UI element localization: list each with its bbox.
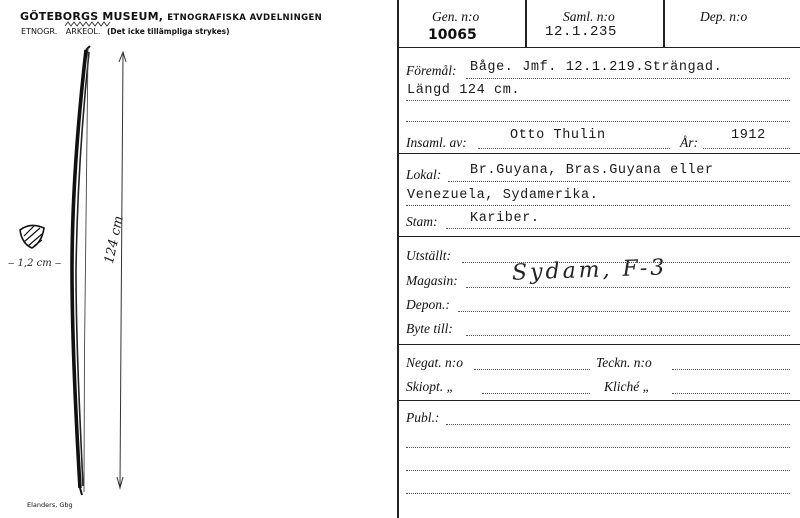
dotline-foremal-1 (466, 78, 790, 79)
rule-byte (398, 344, 800, 345)
length-annotation: 124 cm (102, 214, 127, 266)
museum-name: GÖTEBORGS MUSEUM, (20, 10, 164, 23)
teckn-label: Teckn. n:o (596, 355, 652, 370)
dotline-foremal-3 (406, 121, 790, 122)
magasin-value: Sydam, F-3 (511, 255, 668, 286)
width-annotation: ‒ 1,2 cm ‒ (8, 258, 62, 269)
saml-label: Saml. n:o (563, 9, 615, 24)
dotline-magasin (466, 287, 790, 288)
department-name: ETNOGRAFISKA AVDELNINGEN (167, 13, 323, 23)
ar-value: 1912 (731, 128, 766, 143)
header-divider-1 (525, 0, 527, 47)
dotline-skiopt (482, 393, 590, 394)
lokal-label: Lokal: (406, 167, 442, 182)
dotline-lokal-1 (448, 181, 790, 182)
foremal-value-line2: Längd 124 cm. (407, 83, 521, 98)
dotline-publ-2 (406, 447, 790, 448)
rule-insaml (398, 153, 800, 154)
stam-label: Stam: (406, 214, 438, 229)
dotline-publ-4 (406, 493, 790, 494)
bow-sketch (0, 40, 160, 500)
kliche-label: Kliché „ (604, 379, 651, 394)
printer-mark: Elanders, Gbg (27, 501, 73, 509)
dotline-foremal-2 (406, 100, 790, 101)
dotline-kliche (672, 393, 790, 394)
dotline-stam (446, 228, 790, 229)
dotline-ar (703, 148, 790, 149)
dotline-publ-3 (406, 470, 790, 471)
rule-kliche (398, 400, 800, 401)
dotline-lokal-2 (406, 205, 790, 206)
category-line (21, 27, 230, 36)
rule-stam (398, 236, 800, 237)
arkeol-label: ARKEOL. (66, 27, 103, 36)
ar-label: År: (680, 135, 698, 150)
strike-note: (Det icke tillämpliga strykes) (106, 27, 230, 36)
saml-value: 12.1.235 (545, 24, 618, 40)
publ-label: Publ.: (406, 410, 440, 425)
rule-header (398, 47, 800, 48)
header-divider-2 (663, 0, 665, 47)
dotline-negat (474, 369, 590, 370)
dep-label: Dep. n:o (700, 9, 748, 24)
byte-label: Byte till: (406, 321, 453, 336)
etnogr-label: ETNOGR. (21, 27, 58, 36)
dotline-depon (458, 311, 790, 312)
insaml-label: Insaml. av: (406, 135, 467, 150)
foremal-value-line1: Båge. Jmf. 12.1.219.Strängad. (470, 60, 723, 75)
skiopt-label: Skiopt. „ (406, 379, 455, 394)
dotline-teckn (672, 369, 790, 370)
foremal-label: Föremål: (406, 63, 457, 78)
magasin-label: Magasin: (406, 273, 458, 288)
card-left-border (397, 0, 399, 518)
dotline-insaml (478, 148, 670, 149)
lokal-value-line1: Br.Guyana, Bras.Guyana eller (470, 163, 714, 178)
strikethrough-scribble (64, 20, 112, 30)
dotline-byte (466, 335, 790, 336)
depon-label: Depon.: (406, 297, 450, 312)
stam-value: Kariber. (470, 211, 540, 226)
utstallt-label: Utställt: (406, 248, 452, 263)
negat-label: Negat. n:o (406, 355, 463, 370)
dotline-publ-1 (446, 424, 790, 425)
gen-label: Gen. n:o (432, 9, 480, 24)
lokal-value-line2: Venezuela, Sydamerika. (407, 188, 599, 203)
gen-value: 10065 (428, 27, 477, 43)
insaml-value: Otto Thulin (510, 128, 606, 143)
